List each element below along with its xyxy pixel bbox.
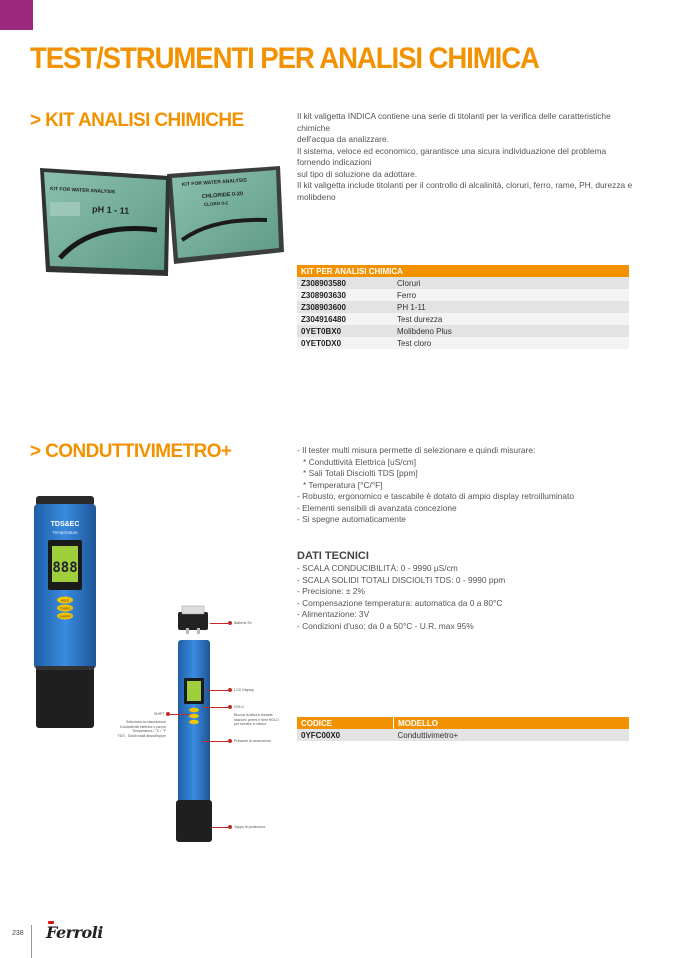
kit-section-title: > KIT ANALISI CHIMICHE — [30, 110, 244, 131]
label-shift-desc — [116, 720, 166, 738]
label-shift: SHIFT — [154, 712, 165, 716]
shift-desc-line: TDS - Solidi totali disciolti/ppm — [117, 733, 166, 738]
table-row — [297, 729, 629, 741]
feature-line: - Robusto, ergonomico e tascabile è dotato di ampio display retroilluminato — [297, 491, 574, 501]
col-header-code: CODICE — [297, 717, 394, 729]
conduttivimetro-table — [297, 717, 629, 741]
feature-line: - Si spegne automaticamente — [297, 514, 406, 524]
kit-left-header: KIT FOR WATER ANALYSIS — [49, 186, 116, 196]
feature-line: - Elementi sensibili di avanzata concezione — [297, 502, 457, 513]
device-sub: Temperature — [52, 530, 78, 535]
label-lcd: LCD Display — [234, 688, 254, 692]
shift-desc-line: Seleziona la misurazione — [126, 720, 166, 724]
label-hold: HOLD — [234, 705, 244, 709]
conduttivimetro-diagram — [110, 600, 280, 845]
brand-logo: Ferroli — [46, 923, 103, 942]
kit-desc-line: Il kit valigetta include titolanti per il controllo di alcalinità, cloruri, ferro, rame, PH, durezza e molibdeno — [297, 180, 633, 202]
kit-description — [297, 111, 637, 203]
tech-line: - Condizioni d'uso: da 0 a 50°C - U.R. max 95% — [297, 620, 474, 631]
kit-product-image — [32, 160, 287, 280]
device-display: 888 — [52, 560, 78, 576]
col-header-model: MODELLO — [394, 717, 630, 729]
row-code: 0YET0BX0 — [297, 325, 393, 337]
tech-line: - Compensazione temperatura: automatica da 0 a 80°C — [297, 597, 503, 608]
kit-desc-line: Il sistema, veloce ed economico, garantisce una sicura individuazione del problema fornendo indicazioni — [297, 145, 607, 167]
shift-desc-line: Temperatura / °C / °F — [132, 729, 166, 733]
row-desc: Molibdeno Plus — [393, 325, 629, 337]
tech-data-title: DATI TECNICI — [297, 550, 369, 562]
conduttivimetro-image — [34, 496, 96, 729]
label-pulsante: Pulsante di accensione — [234, 739, 271, 743]
kit-table-header: KIT PER ANALISI CHIMICA — [297, 265, 629, 277]
table-row — [297, 325, 629, 337]
tech-line: - Precisione: ± 2% — [297, 586, 365, 596]
table-row — [297, 313, 629, 325]
table-row — [297, 301, 629, 313]
row-code: Z308903630 — [297, 289, 393, 301]
page-number: 238 — [12, 930, 24, 937]
row-desc: Test cloro — [393, 337, 629, 349]
table-row — [297, 277, 629, 289]
device-button-label: HOLD — [60, 598, 70, 603]
section-tab — [0, 0, 33, 30]
label-tappo: Tappo di protezione — [234, 825, 266, 829]
table-row — [297, 337, 629, 349]
hold-desc-line: stazioni: premi e tieni HOLD — [234, 717, 279, 722]
page-title: TEST/STRUMENTI PER ANALISI CHIMICA — [30, 42, 539, 75]
row-code: 0YET0DX0 — [297, 337, 393, 349]
feature-line: * Conduttività Elettrica [uS/cm] — [303, 456, 417, 467]
kit-desc-line: sul tipo di soluzione da adottare. — [297, 168, 418, 179]
row-code: 0YFC00X0 — [297, 729, 394, 741]
shift-desc-line: Conduttività elettrica o μs/cm — [119, 724, 166, 729]
kit-desc-line: dell'acqua da analizzare. — [297, 134, 389, 144]
kit-table — [297, 265, 629, 349]
row-desc: Cloruri — [393, 277, 629, 289]
tech-line: - SCALA SOLIDI TOTALI DISCIOLTI TDS: 0 - 9990 ppm — [297, 574, 506, 585]
feature-line: - Il tester multi misura permette di selezionare e quindi misurare: — [297, 445, 536, 455]
label-batteria: Batteria 3V — [234, 621, 252, 625]
table-row — [297, 289, 629, 301]
row-desc: Test durezza — [393, 313, 629, 325]
row-code: Z308903580 — [297, 277, 393, 289]
device-button-label: TDS/EC — [59, 606, 71, 611]
kit-left-main: pH 1 - 11 — [91, 204, 130, 216]
row-desc: PH 1-11 — [393, 301, 629, 313]
tech-data-list — [297, 563, 505, 632]
row-code: Z308903600 — [297, 301, 393, 313]
conduttivimetro-section-title: > CONDUTTIVIMETRO+ — [30, 441, 232, 462]
kit-desc-line: Il kit valigetta INDICA contiene una serie di titolanti per la verifica delle caratteristiche chimiche — [297, 111, 611, 133]
row-model: Conduttivimetro+ — [394, 729, 630, 741]
kit-right-main: CHLORIDE 0-20 — [201, 191, 244, 200]
feature-line: * Sali Totali Disciolti TDS [ppm] — [303, 468, 418, 478]
kit-right-header: KIT FOR WATER ANALYSIS — [181, 177, 248, 188]
feature-line: * Temperatura [°C/°F] — [303, 479, 383, 490]
hold-desc-line: Blocca la lettura durante — [234, 713, 273, 717]
tech-line: - Alimentazione: 3V — [297, 609, 370, 619]
label-hold-desc — [234, 713, 279, 727]
kit-right-sub: CLORO 0-2 — [203, 200, 229, 207]
device-button-label: ON/OFF — [59, 614, 71, 619]
footer-divider — [31, 925, 32, 958]
row-code: Z304916480 — [297, 313, 393, 325]
conduttivimetro-features — [297, 445, 574, 526]
row-desc: Ferro — [393, 289, 629, 301]
device-brand: TDS&EC — [50, 521, 80, 528]
tech-line: - SCALA CONDUCIBILITÀ: 0 - 9990 µS/cm — [297, 563, 458, 573]
hold-desc-line: per tornare a misure — [234, 722, 267, 726]
